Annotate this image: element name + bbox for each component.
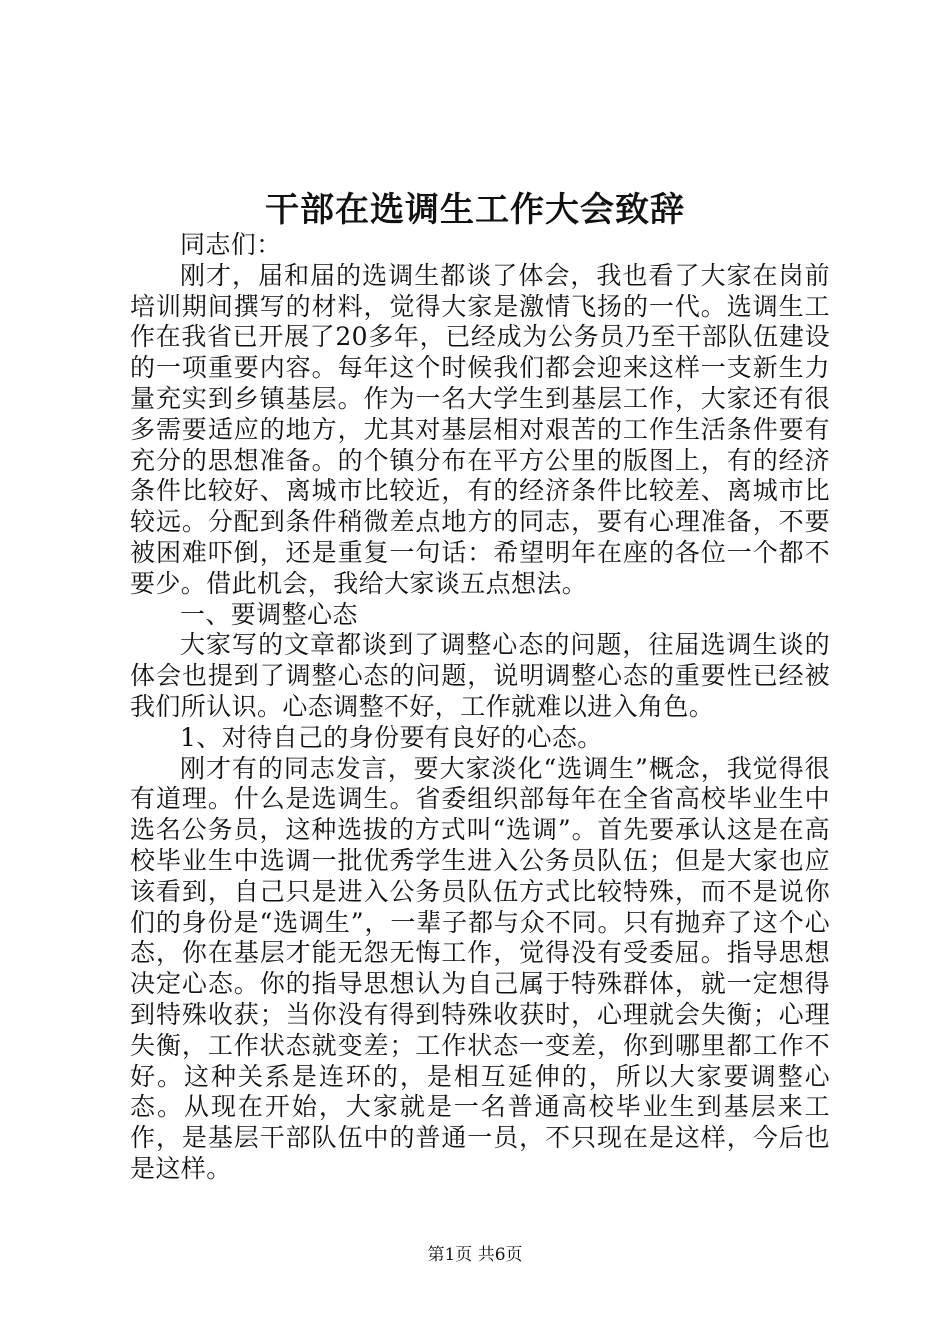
paragraph-section-1: 大家写的文章都谈到了调整心态的问题，往届选调生谈的体会也提到了调整心态的问题，说明调整心态的重要性已经被我们所认识。心态调整不好，工作就难以进入角色。	[130, 630, 830, 721]
paragraph-subsection-1-1: 刚才有的同志发言，要大家淡化“选调生”概念，我觉得很有道理。什么是选调生。省委组织部每年在全省高校毕业生中选名公务员，这种选拔的方式叫“选调”。首先要承认这是在高校毕业生中选调一批优秀学生进入公务员队伍；但是大家也应该看到，自己只是进入公务员队伍方式比较特殊，而不是说你们的身份是“选调生”，一辈子都与众不同。只有抛弃了这个心态，你在基层才能无怨无悔工作，觉得没有受委屈。指导思想决定心态。你的指导思想认为自己属于特殊群体，就一定想得到特殊收获；当你没有得到特殊收获时，心理就会失衡；心理失衡，工作状态就变差；工作状态一变差，你到哪里都工作不好。这种关系是连环的，是相互延伸的，所以大家要调整心态。从现在开始，大家就是一名普通高校毕业生到基层来工作，是基层干部队伍中的普通一员，不只现在是这样，今后也是这样。	[130, 753, 830, 1183]
document-body	[130, 230, 830, 1185]
section-heading-1: 一、要调整心态	[180, 599, 358, 629]
paragraph-intro: 刚才，届和届的选调生都谈了体会，我也看了大家在岗前培训期间撰写的材料，觉得大家是激情飞扬的一代。选调生工作在我省已开展了20多年，已经成为公务员乃至干部队伍建设的一项重要内容。每年这个时候我们都会迎来这样一支新生力量充实到乡镇基层。作为一名大学生到基层工作，大家还有很多需要适应的地方，尤其对基层相对艰苦的工作生活条件要有充分的思想准备。的个镇分布在平方公里的版图上，有的经济条件比较好、离城市比较近，有的经济条件比较差、离城市比较远。分配到条件稍微差点地方的同志，要有心理准备，不要被困难吓倒，还是重复一句话：希望明年在座的各位一个都不要少。借此机会，我给大家谈五点想法。	[130, 260, 830, 598]
document-title: 干部在选调生工作大会致辞	[265, 190, 685, 230]
salutation: 同志们：	[180, 230, 282, 259]
subsection-heading-1-1: 1、对待自己的身份要有良好的心态。	[180, 722, 603, 752]
page-footer: 第1页 共6页	[427, 1245, 523, 1265]
